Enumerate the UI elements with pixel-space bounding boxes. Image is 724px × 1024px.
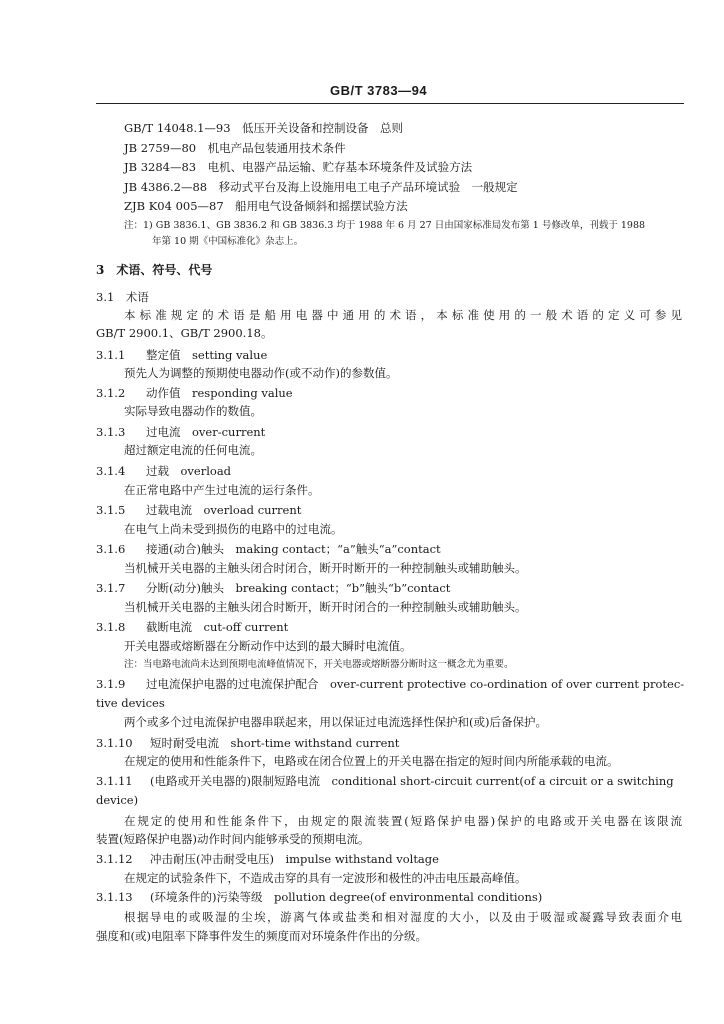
term-definition: 当机械开关电器的主触头闭合时闭合，断开时断开的一种控制触头或辅助触头。 (124, 561, 527, 575)
term-title: 动作值 responding value (146, 386, 293, 400)
term-title: (电路或开关电器的)限制短路电流 conditional short-circuit current(of a circuit or a switching (150, 774, 674, 788)
term-title-continuation: tive devices (96, 696, 165, 710)
term-definition: 开关电器或熔断器在分断动作中达到的最大瞬时电流值。 (124, 639, 412, 653)
term-definition: 在规定的试验条件下，不造成击穿的具有一定波形和极性的冲击电压最高峰值。 (124, 871, 527, 885)
subsection-heading: 3.1 术语 (96, 290, 149, 304)
term-title: 分断(动分)触头 breaking contact；“b”触头“b”contact (146, 581, 451, 595)
term-note: 注：当电路电流尚未达到预期电流峰值情况下，开关电器或熔断器分断时这一概念尤为重要。 (124, 659, 514, 670)
term-definition: 两个或多个过电流保护电器串联起来，用以保证过电流选择性保护和(或)后备保护。 (124, 715, 547, 729)
term-title: 整定值 setting value (146, 348, 268, 362)
term-number: 3.1.4 (96, 464, 126, 478)
document-code-header: GB/T 3783—94 (330, 83, 428, 98)
term-title: 短时耐受电流 short-time withstand current (150, 736, 400, 750)
term-number: 3.1.3 (96, 425, 126, 439)
term-definition: 在电气上尚未受到损伤的电路中的过电流。 (124, 522, 343, 536)
term-title-continuation: device) (96, 793, 139, 807)
footnote: 注：1) GB 3836.1、GB 3836.2 和 GB 3836.3 均于 1988 年 6 月 27 日由国家标准局发布第 1 号修改单，刊载于 1988 (124, 220, 646, 231)
term-title: (环境条件的)污染等级 pollution degree(of environmental conditions) (150, 890, 543, 904)
term-title: 过电流 over-current (146, 425, 266, 439)
term-definition: 在规定的使用和性能条件下，电路或在闭合位置上的开关电器在指定的短时间内所能承载的电流。 (124, 754, 619, 768)
term-number: 3.1.6 (96, 542, 126, 556)
term-title: 过电流保护电器的过电流保护配合 over-current protective co-ordination of over current protec- (146, 677, 685, 691)
term-title: 截断电流 cut-off current (146, 620, 289, 634)
term-definition: 装置(短路保护电器)动作时间内能够承受的预期电流。 (96, 832, 370, 846)
reference-item: JB 2759—80 机电产品包装通用技术条件 (124, 141, 346, 155)
paragraph: GB/T 2900.1、GB/T 2900.18。 (96, 326, 273, 340)
term-number: 3.1.13 (96, 890, 133, 904)
header-rule (96, 103, 684, 104)
reference-item: ZJB K04 005—87 船用电气设备倾斜和摇摆试验方法 (124, 199, 408, 213)
term-definition: 当机械开关电器的主触头闭合时断开，断开时闭合的一种控制触头或辅助触头。 (124, 600, 527, 614)
term-definition: 实际导致电器动作的数值。 (124, 404, 262, 418)
term-definition: 在规定的使用和性能条件下，由规定的限流装置(短路保护电器)保护的电路或开关电器在该限流 (124, 814, 682, 828)
term-number: 3.1.5 (96, 503, 126, 517)
term-title: 过载电流 overload current (146, 503, 302, 517)
term-definition: 强度和(或)电阻率下降事件发生的频度而对环境条件作出的分级。 (96, 929, 427, 943)
term-number: 3.1.2 (96, 386, 126, 400)
term-number: 3.1.9 (96, 677, 126, 691)
term-title: 接通(动合)触头 making contact；“a”触头“a”contact (146, 542, 441, 556)
term-title: 冲击耐压(冲击耐受电压) impulse withstand voltage (150, 852, 439, 866)
footnote-continuation: 年第 10 期《中国标准化》杂志上。 (152, 236, 304, 247)
reference-item: JB 4386.2—88 移动式平台及海上设施用电工电子产品环境试验 一般规定 (124, 180, 518, 194)
paragraph: 本标准规定的术语是船用电器中通用的术语，本标准使用的一般术语的定义可参见 (124, 308, 682, 322)
term-definition: 根据导电的或吸湿的尘埃，游离气体或盐类和相对湿度的大小，以及由于吸湿或凝露导致表面介电 (124, 910, 682, 924)
term-title: 过载 overload (146, 464, 232, 478)
reference-item: JB 3284—83 电机、电器产品运输、贮存基本环境条件及试验方法 (124, 160, 473, 174)
term-number: 3.1.1 (96, 348, 126, 362)
reference-item: GB/T 14048.1—93 低压开关设备和控制设备 总则 (124, 121, 404, 135)
term-number: 3.1.11 (96, 774, 133, 788)
term-definition: 超过额定电流的任何电流。 (124, 443, 262, 457)
term-number: 3.1.8 (96, 620, 126, 634)
term-number: 3.1.12 (96, 852, 133, 866)
term-number: 3.1.7 (96, 581, 126, 595)
term-definition: 预先人为调整的预期使电器动作(或不动作)的参数值。 (124, 366, 398, 380)
section-heading: 3 术语、符号、代号 (96, 263, 213, 277)
term-definition: 在正常电路中产生过电流的运行条件。 (124, 483, 320, 497)
term-number: 3.1.10 (96, 736, 133, 750)
